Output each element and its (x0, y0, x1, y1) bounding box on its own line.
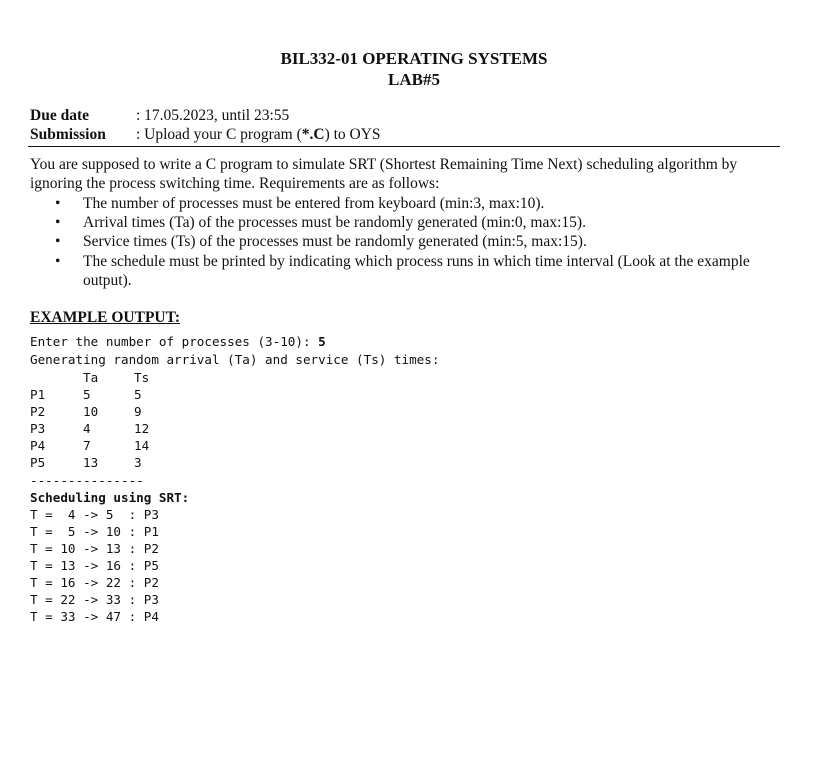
process-arrival: 7 (83, 438, 91, 453)
assignment-meta (30, 106, 381, 144)
bullet-icon: • (55, 233, 61, 251)
submission-label: Submission (30, 126, 106, 143)
requirement-text: The schedule must be printed by indicating which process runs in which time interval (Look at the example output). (83, 252, 750, 289)
prompt-text: Enter the number of processes (3-10): (30, 334, 319, 349)
scheduling-heading: Scheduling using SRT: (30, 490, 190, 505)
output-divider: --------------- (30, 473, 144, 488)
requirement-item (30, 232, 782, 251)
process-service: 12 (134, 421, 150, 436)
column-header-ts: Ts (134, 370, 150, 385)
intro-paragraph: You are supposed to write a C program to simulate SRT (Shortest Remaining Time Next) scheduling algorithm by ignoring the process switching time. Requirements are as follows: (30, 156, 738, 192)
generating-line: Generating random arrival (Ta) and service (Ts) times: (30, 352, 440, 367)
process-name: P2 (30, 404, 46, 419)
prompt-input-value: 5 (318, 334, 326, 349)
process-name: P5 (30, 455, 46, 470)
bullet-icon: • (55, 252, 61, 270)
document-title (0, 48, 828, 90)
requirements-list (30, 194, 782, 290)
bullet-icon: • (55, 195, 61, 212)
example-output-heading: EXAMPLE OUTPUT: (30, 309, 180, 326)
process-service: 9 (134, 404, 142, 419)
process-name: P4 (30, 438, 46, 453)
process-service: 14 (134, 438, 150, 453)
process-arrival: 5 (83, 387, 91, 402)
schedule-line: T = 5 -> 10 : P1 (30, 524, 159, 539)
process-service: 3 (134, 455, 142, 470)
schedule-line: T = 16 -> 22 : P2 (30, 575, 159, 590)
process-name: P1 (30, 387, 46, 402)
process-arrival: 10 (83, 404, 99, 419)
requirement-text: Service times (Ts) of the processes must be randomly generated (min:5, max:15). (83, 233, 587, 251)
schedule-line: T = 22 -> 33 : P3 (30, 592, 159, 607)
submission-row (30, 125, 381, 144)
due-date-value: : 17.05.2023, until 23:55 (136, 107, 290, 124)
column-header-ta: Ta (83, 370, 99, 385)
submission-value-post: ) to OYS (324, 126, 381, 143)
submission-value (136, 125, 381, 144)
header-divider (28, 146, 780, 147)
process-arrival: 4 (83, 421, 91, 436)
course-title: BIL332-01 OPERATING SYSTEMS (280, 49, 548, 68)
requirement-text: The number of processes must be entered from keyboard (min:3, max:10). (83, 195, 545, 212)
due-date-label: Due date (30, 107, 89, 124)
requirement-item (30, 213, 782, 232)
process-service: 5 (134, 387, 142, 402)
process-arrival: 13 (83, 455, 99, 470)
requirement-item (30, 194, 782, 213)
process-name: P3 (30, 421, 46, 436)
schedule-line: T = 10 -> 13 : P2 (30, 541, 159, 556)
schedule-line: T = 4 -> 5 : P3 (30, 507, 159, 522)
bullet-icon: • (55, 214, 61, 232)
file-extension: *.C (301, 126, 325, 143)
schedule-line: T = 33 -> 47 : P4 (30, 609, 159, 624)
due-date-row (30, 106, 381, 125)
schedule-line: T = 13 -> 16 : P5 (30, 558, 159, 573)
prompt-line (30, 333, 326, 350)
lab-title: LAB#5 (388, 70, 440, 89)
requirement-text: Arrival times (Ta) of the processes must be randomly generated (min:0, max:15). (83, 214, 586, 232)
requirement-item (30, 252, 782, 290)
submission-value-pre: : Upload your C program ( (136, 126, 302, 143)
